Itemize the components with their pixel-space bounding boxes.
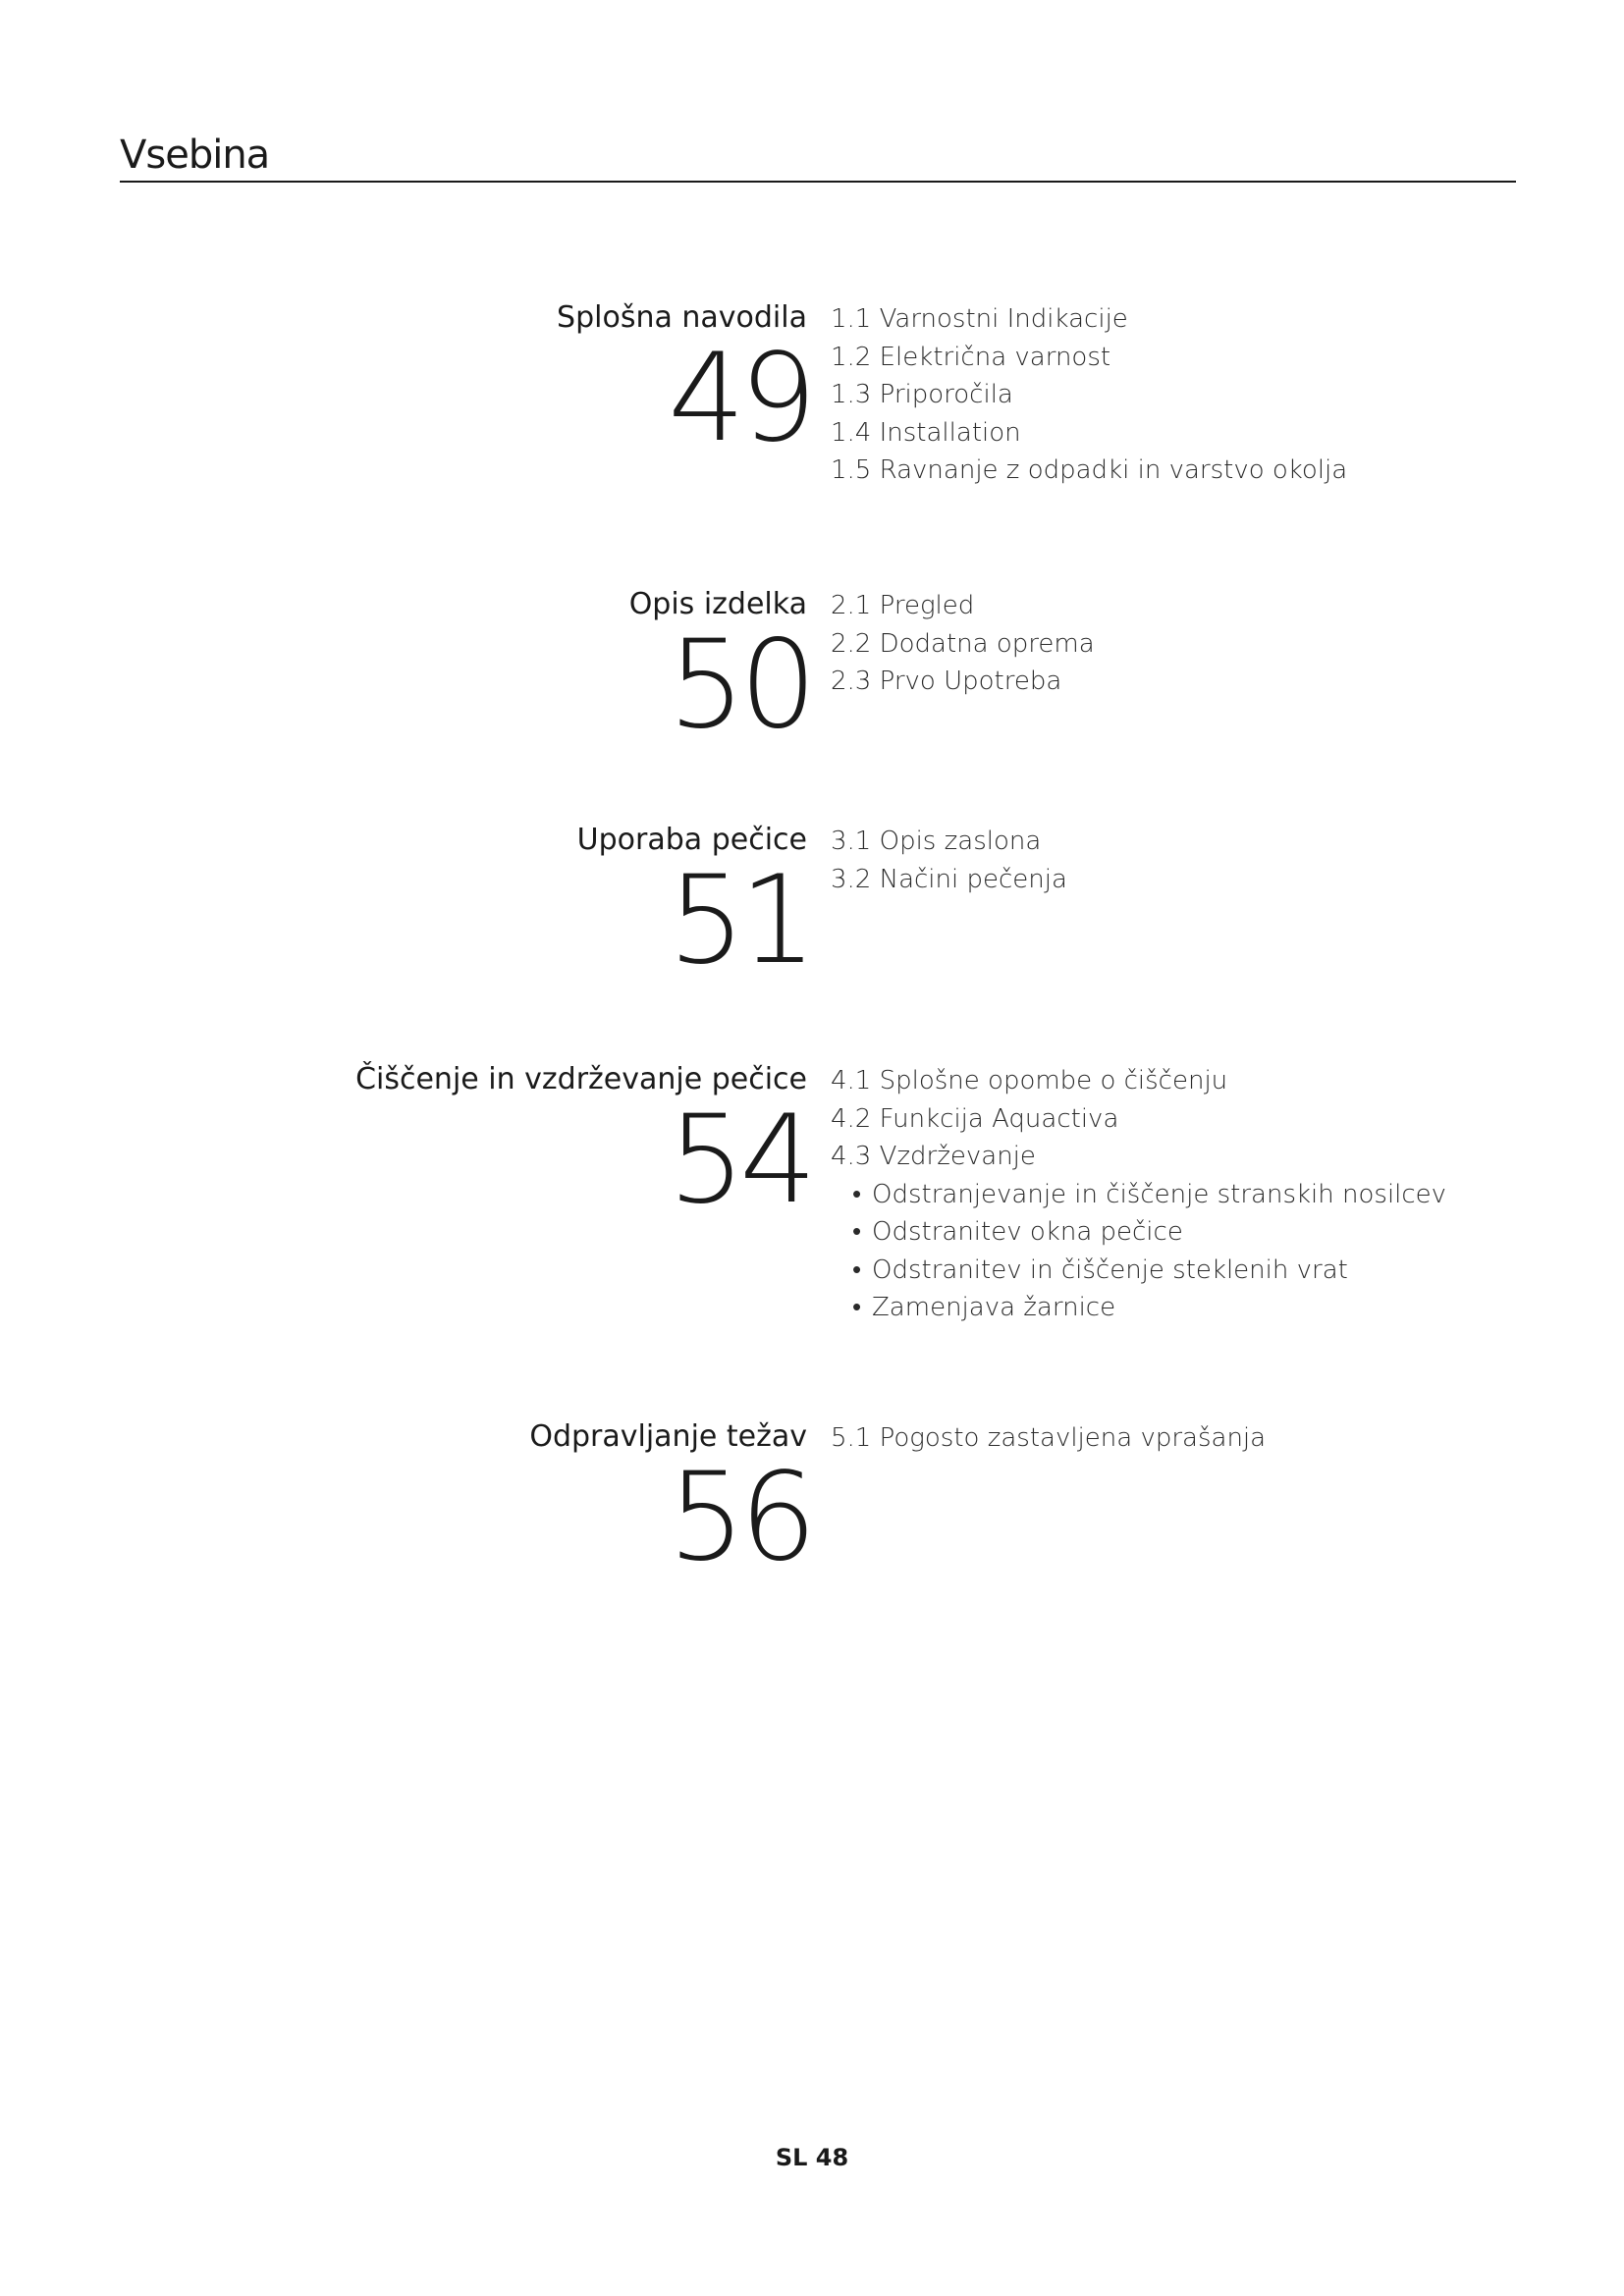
toc-item: 2.1 Pregled	[831, 591, 975, 620]
section-item-list	[831, 1062, 1446, 1327]
section-page-number: 49	[668, 328, 811, 469]
toc-item: 2.2 Dodatna oprema	[831, 628, 1095, 659]
toc-item: 1.1 Varnostni Indikacije	[831, 304, 1128, 334]
toc-subitem-label: Odstranjevanje in čiščenje stranskih nosilcev	[872, 1179, 1447, 1209]
toc-item: 5.1 Pogosto zastavljena vprašanja	[831, 1423, 1267, 1453]
toc-item: 1.3 Priporočila	[831, 380, 1013, 409]
toc-subitem	[831, 1176, 1446, 1214]
toc-item: 3.1 Opis zaslona	[831, 827, 1042, 856]
page-header	[120, 128, 1516, 183]
toc-subitem-label: Zamenjava žarnice	[872, 1293, 1116, 1322]
bullet-icon: •	[852, 1217, 862, 1247]
section-title: Splošna navodila	[557, 300, 807, 335]
section-page-number: 51	[668, 850, 811, 991]
section-item-list	[831, 1419, 1266, 1458]
toc-item: 4.3 Vzdrževanje	[831, 1142, 1036, 1171]
toc-subitem	[831, 1252, 1446, 1290]
toc-item: 2.3 Prvo Upotreba	[831, 667, 1062, 696]
section-title: Opis izdelka	[628, 587, 807, 621]
toc-subitem	[831, 1213, 1446, 1252]
section-page-number: 50	[668, 614, 811, 756]
section-title: Čiščenje in vzdrževanje pečice	[355, 1062, 807, 1096]
toc-item: 1.5 Ravnanje z odpadki in varstvo okolja	[831, 455, 1348, 485]
section-title: Odpravljanje težav	[529, 1419, 807, 1454]
toc-subitem	[831, 1289, 1446, 1327]
section-page-number: 54	[668, 1090, 811, 1231]
toc-item: 4.2 Funkcija Aquactiva	[831, 1103, 1119, 1134]
toc-item: 4.1 Splošne opombe o čiščenju	[831, 1066, 1228, 1095]
section-item-list	[831, 823, 1067, 898]
bullet-icon: •	[852, 1293, 862, 1322]
section-title: Uporaba pečice	[576, 823, 807, 857]
toc-subitem-label: Odstranitev okna pečice	[872, 1217, 1183, 1247]
page-number-footer: SL 48	[775, 2144, 849, 2171]
page-title: Vsebina	[120, 133, 270, 178]
toc-item: 1.2 Električna varnost	[831, 342, 1111, 372]
section-item-list	[831, 587, 1095, 701]
section-item-list	[831, 300, 1347, 490]
bullet-icon: •	[852, 1255, 862, 1285]
section-page-number: 56	[668, 1447, 811, 1588]
bullet-icon: •	[852, 1179, 862, 1209]
toc-item: 3.2 Načini pečenja	[831, 864, 1067, 894]
toc-subitem-label: Odstranitev in čiščenje steklenih vrat	[872, 1255, 1348, 1285]
toc-item: 1.4 Installation	[831, 417, 1021, 448]
